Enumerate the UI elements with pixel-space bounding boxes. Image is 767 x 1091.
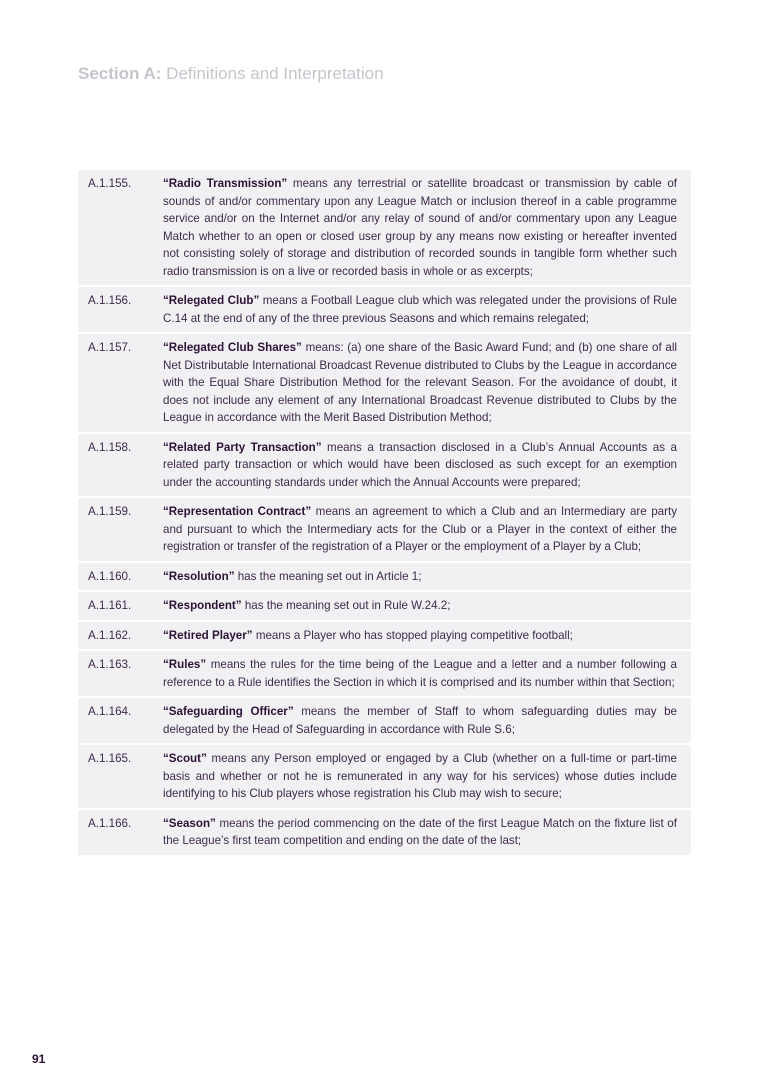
definition-body: means a Player who has stopped playing competitive football; [255, 628, 573, 642]
definition-body: means: (a) one share of the Basic Award Fund; and (b) one share of all Net Distributable International Broadcast Revenue distributed to Clubs by the League in accordance with the Equal Share Distribution Method for the relevant Season. For the avoidance of doubt, it does not include any element of any International Broadcast Revenue distributed to Clubs by the League in accordance with the Merit Based Distribution Method; [163, 341, 677, 424]
definition-body: means a Football League club which was relegated under the provisions of Rule C.14 at the end of any of the three previous Seasons and which remains relegated; [163, 294, 677, 325]
defined-term: “Respondent” [163, 599, 242, 612]
definition-row [78, 810, 691, 857]
definition-text [163, 627, 677, 645]
clause-number: A.1.157. [88, 341, 132, 354]
definition-text [163, 815, 677, 850]
defined-term: “Resolution” [163, 569, 235, 583]
definition-text [163, 439, 677, 492]
definitions-table [78, 170, 691, 857]
definition-row [78, 592, 691, 622]
page-number: 91 [32, 1052, 46, 1066]
clause-number: A.1.155. [88, 177, 132, 190]
definition-text [163, 503, 677, 556]
definition-row [78, 334, 691, 434]
clause-number: A.1.161. [88, 599, 132, 612]
definition-text [163, 597, 677, 615]
definition-text [163, 292, 677, 327]
definition-body: means an agreement to which a Club and an Intermediary are party and pursuant to which the Intermediary acts for the Club or a Player in the context of either the registration or transfer of the registration of a Player or the employment of a Player by a Club; [163, 505, 677, 553]
definition-body: means the rules for the time being of the League and a letter and a number following a reference to a Rule identifies the Section in which it is comprised and its number within that Section; [163, 658, 678, 689]
section-label: Section A: [78, 64, 162, 83]
clause-number: A.1.163. [88, 658, 132, 671]
definition-row [78, 287, 691, 334]
clause-number: A.1.165. [88, 752, 132, 765]
clause-number: A.1.164. [88, 705, 132, 718]
defined-term: “Safeguarding Officer” [163, 705, 294, 718]
clause-number: A.1.166. [88, 816, 132, 830]
definition-text [163, 175, 677, 280]
defined-term: “Related Party Transaction” [163, 440, 322, 454]
definition-row [78, 698, 691, 745]
defined-term: “Representation Contract” [163, 505, 312, 518]
definition-body: means a transaction disclosed in a Club’s Annual Accounts as a related party transaction or which would have been disclosed as such except for an exemption under the accounting standards under which the Annual Accounts were prepared; [163, 440, 677, 489]
clause-number: A.1.160. [88, 569, 132, 583]
definition-text [163, 339, 677, 427]
defined-term: “Retired Player” [163, 628, 253, 642]
defined-term: “Scout” [163, 752, 207, 765]
defined-term: “Rules” [163, 658, 207, 671]
defined-term: “Radio Transmission” [163, 177, 288, 190]
definition-row [78, 434, 691, 499]
definition-body: means any terrestrial or satellite broadcast or transmission by cable of sounds of and/or commentary upon any League Match or inclusion thereof in a cable programme service and/or on the Internet and/or any relay of sound of and/or commentary upon any League Match whether to an open or closed user group by any means now existing or hereafter invented not consisting solely of storage and distribution of recorded sounds in tangible form whether such radio transmission is on a live or recorded basis in whole or as excerpts; [163, 177, 677, 278]
definition-body: has the meaning set out in Article 1; [237, 569, 422, 583]
definition-body: means the period commencing on the date of the first League Match on the fixture list of the League’s first team competition and ending on the date of the last; [163, 816, 677, 847]
definition-row [78, 498, 691, 563]
definition-row [78, 745, 691, 810]
definition-body: means the member of Staff to whom safeguarding duties may be delegated by the Head of Safeguarding in accordance with Rule S.6; [163, 705, 677, 736]
definition-row [78, 651, 691, 698]
definition-row [78, 170, 691, 287]
definition-text [163, 568, 677, 586]
clause-number: A.1.162. [88, 628, 132, 642]
definition-body: has the meaning set out in Rule W.24.2; [244, 599, 451, 612]
defined-term: “Relegated Club Shares” [163, 341, 302, 354]
definition-text [163, 656, 677, 691]
defined-term: “Season” [163, 816, 216, 830]
definition-text [163, 750, 677, 803]
clause-number: A.1.159. [88, 505, 132, 518]
definition-body: means any Person employed or engaged by a Club (whether on a full-time or part-time basis and whether or not he is remunerated in any way for his services) whose duties include identifying to his Club players whose registration his Club may wish to secure; [163, 752, 677, 800]
definition-row [78, 563, 691, 593]
defined-term: “Relegated Club” [163, 294, 260, 307]
definition-text [163, 703, 677, 738]
section-header [78, 64, 384, 84]
definition-row [78, 622, 691, 652]
clause-number: A.1.156. [88, 294, 132, 307]
clause-number: A.1.158. [88, 440, 132, 454]
section-title: Definitions and Interpretation [166, 64, 384, 83]
